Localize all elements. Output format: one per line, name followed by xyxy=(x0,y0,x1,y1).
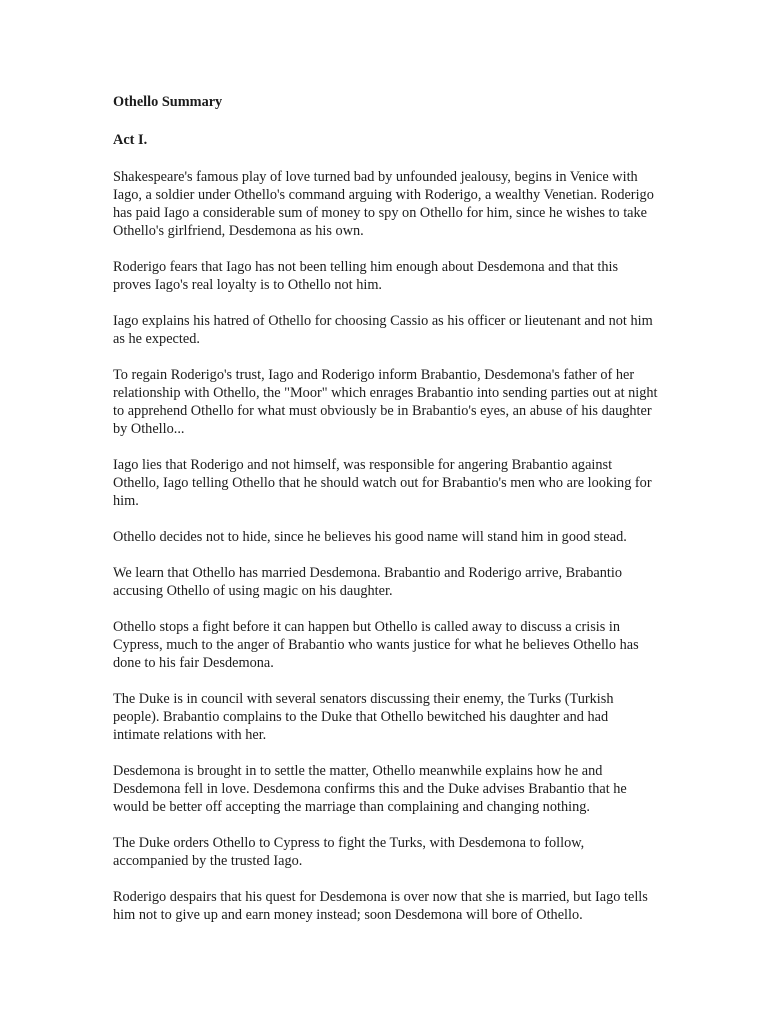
paragraph: To regain Roderigo's trust, Iago and Roderigo inform Brabantio, Desdemona's father of her relationship with Othello, the "Moor" which enrages Brabantio into sending parties out at night to apprehend Othello for what must obviously be in Brabantio's eyes, an abuse of his daughter by Othello... xyxy=(113,367,658,437)
paragraph: The Duke is in council with several senators discussing their enemy, the Turks (Turkish people). Brabantio complains to the Duke that Othello bewitched his daughter and had intimate relations with her. xyxy=(113,691,614,743)
document-title: Othello Summary xyxy=(113,94,223,110)
paragraph: Shakespeare's famous play of love turned bad by unfounded jealousy, begins in Venice with Iago, a soldier under Othello's command arguing with Roderigo, a wealthy Venetian. Roderigo has paid Iago a considerable sum of money to spy on Othello for him, since he wishes to take Othello's girlfriend, Desdemona as his own. xyxy=(113,169,654,239)
paragraph: The Duke orders Othello to Cypress to fight the Turks, with Desdemona to follow, accompanied by the trusted Iago. xyxy=(113,835,585,869)
paragraph: Iago lies that Roderigo and not himself, was responsible for angering Brabantio against Othello, Iago telling Othello that he should watch out for Brabantio's men who are looking for him. xyxy=(113,457,652,509)
act-heading: Act I. xyxy=(113,132,148,148)
paragraph: Roderigo fears that Iago has not been telling him enough about Desdemona and that this proves Iago's real loyalty is to Othello not him. xyxy=(113,259,619,293)
paragraph: Othello stops a fight before it can happen but Othello is called away to discuss a crisis in Cypress, much to the anger of Brabantio who wants justice for what he believes Othello has done to his fair Desdemona. xyxy=(113,619,639,671)
paragraph: We learn that Othello has married Desdemona. Brabantio and Roderigo arrive, Brabantio accusing Othello of using magic on his daughter. xyxy=(113,565,622,599)
paragraph: Roderigo despairs that his quest for Desdemona is over now that she is married, but Iago tells him not to give up and earn money instead; soon Desdemona will bore of Othello. xyxy=(113,889,648,923)
document-page xyxy=(113,92,658,942)
paragraph: Iago explains his hatred of Othello for choosing Cassio as his officer or lieutenant and not him as he expected. xyxy=(113,313,653,347)
paragraph: Othello decides not to hide, since he believes his good name will stand him in good stead. xyxy=(113,529,627,545)
paragraph: Desdemona is brought in to settle the matter, Othello meanwhile explains how he and Desdemona fell in love. Desdemona confirms this and the Duke advises Brabantio that he would be better off accepting the marriage than complaining and changing nothing. xyxy=(113,763,627,815)
